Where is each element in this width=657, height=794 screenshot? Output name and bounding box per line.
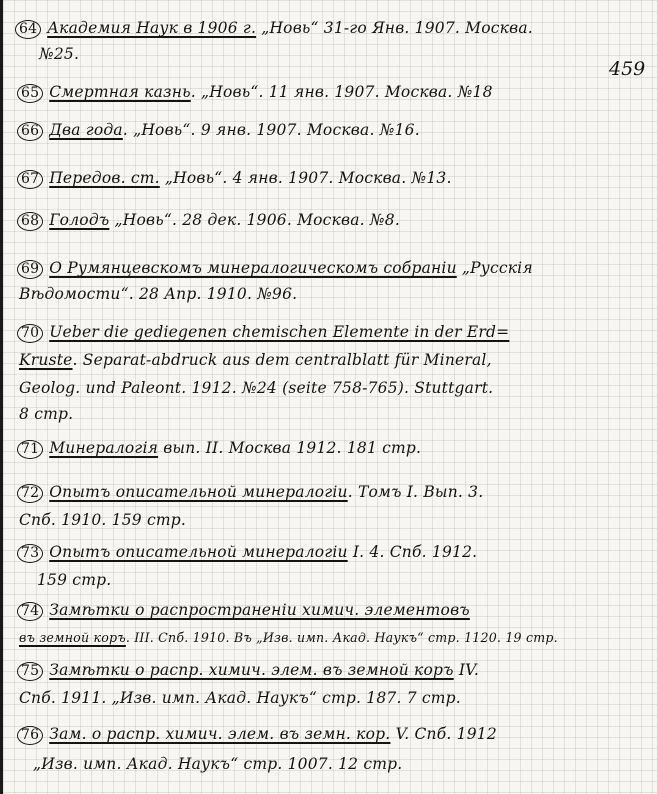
entry-details: . III. Спб. 1910. Въ „Изв. имп. Акад. Наукъ“ стр. 1120. 19 стр. <box>125 630 558 645</box>
entry-title: Голодъ <box>49 211 110 229</box>
entry-details: вып. II. Москва 1912. 181 стр. <box>158 439 422 457</box>
entry-line <box>19 350 492 370</box>
entry-title: Минералогія <box>49 439 159 457</box>
entry-details: „Изв. имп. Акад. Наукъ“ стр. 1007. 12 стр. <box>33 755 403 773</box>
entry-title: Академия Наук в 1906 г. <box>47 19 257 37</box>
entry-number: 66 <box>17 122 43 141</box>
entry-details: Geolog. und Paleont. 1912. №24 (seite 758-765). Stuttgart. <box>19 379 494 397</box>
entry-title: въ земной коръ <box>19 630 126 645</box>
entry-details: . Томъ I. Вып. 3. <box>347 483 484 501</box>
entry-line <box>17 258 533 279</box>
entry-details: „Новь“ 31-го Янв. 1907. Москва. <box>256 19 533 37</box>
entry-line <box>19 688 461 708</box>
entry-line <box>33 754 402 774</box>
entry-line <box>19 378 493 398</box>
entry-title: Замѣтки о распр. химич. элем. въ земной коръ <box>49 661 454 679</box>
entry-details: Спб. 1911. „Изв. имп. Акад. Наукъ“ стр. 187. 7 стр. <box>19 689 461 707</box>
entry-title: Опытъ описательной минералогіи <box>49 543 348 561</box>
entry-number: 76 <box>17 726 43 745</box>
entry-details: „Русскія <box>456 259 533 277</box>
entry-details: „Новь“. 28 дек. 1906. Москва. №8. <box>109 211 400 229</box>
entry-number: 69 <box>17 260 43 279</box>
entry-details: IV. <box>453 661 479 679</box>
entry-line <box>15 18 533 39</box>
entry-details: . „Новь“. 11 янв. 1907. Москва. №18 <box>190 83 493 101</box>
entry-line <box>19 510 186 530</box>
entry-line <box>17 210 400 231</box>
entry-number: 70 <box>17 324 43 343</box>
entry-line <box>17 120 420 141</box>
entry-line <box>17 600 470 621</box>
entry-number: 67 <box>17 170 43 189</box>
entry-title: Ueber die gediegenen chemischen Elemente in der Erd= <box>49 323 510 341</box>
entry-details: №25. <box>39 45 80 63</box>
entry-number: 71 <box>17 440 43 459</box>
entry-line <box>19 284 297 304</box>
entry-line <box>17 542 477 563</box>
entry-line <box>17 322 509 343</box>
entry-line <box>19 404 73 424</box>
entry-number: 75 <box>17 662 43 681</box>
entry-line <box>17 482 483 503</box>
entry-title: Передов. ст. <box>49 169 160 187</box>
entry-details: . Separat-abdruck aus dem centralblatt für Mineral, <box>72 351 492 369</box>
entry-number: 68 <box>17 212 43 231</box>
entry-details: V. Спб. 1912 <box>390 725 497 743</box>
entry-title: Смертная казнь <box>49 83 191 101</box>
entry-number: 72 <box>17 484 43 503</box>
entry-title: Kruste <box>19 351 73 369</box>
entry-title: Замѣтки о распространеніи химич. элементовъ <box>49 601 470 619</box>
entry-details: I. 4. Спб. 1912. <box>347 543 478 561</box>
entry-title: Два года <box>49 121 123 139</box>
entry-details: Спб. 1910. 159 стр. <box>19 511 186 529</box>
entry-title: Зам. о распр. химич. элем. въ земн. кор. <box>49 725 391 743</box>
entry-line <box>17 168 452 189</box>
entry-line <box>17 438 421 459</box>
entry-details: . „Новь“. 9 янв. 1907. Москва. №16. <box>122 121 420 139</box>
entry-number: 65 <box>17 84 43 103</box>
entry-line <box>19 628 558 648</box>
entry-line <box>37 570 111 590</box>
entry-details: 8 стр. <box>19 405 74 423</box>
entry-number: 74 <box>17 602 43 621</box>
entry-number: 64 <box>15 20 41 39</box>
entry-number: 73 <box>17 544 43 563</box>
page-number: 459 <box>609 58 646 80</box>
entry-line <box>17 82 493 103</box>
entry-details: Вѣдомости“. 28 Апр. 1910. №96. <box>19 285 298 303</box>
entry-line <box>17 660 479 681</box>
entry-details: „Новь“. 4 янв. 1907. Москва. №13. <box>159 169 452 187</box>
entry-line <box>39 44 79 64</box>
entry-title: Опытъ описательной минералогіи <box>49 483 348 501</box>
entry-details: 159 стр. <box>37 571 112 589</box>
entry-line <box>17 724 497 745</box>
entry-title: О Румянцевскомъ минералогическомъ собраніи <box>49 259 457 277</box>
